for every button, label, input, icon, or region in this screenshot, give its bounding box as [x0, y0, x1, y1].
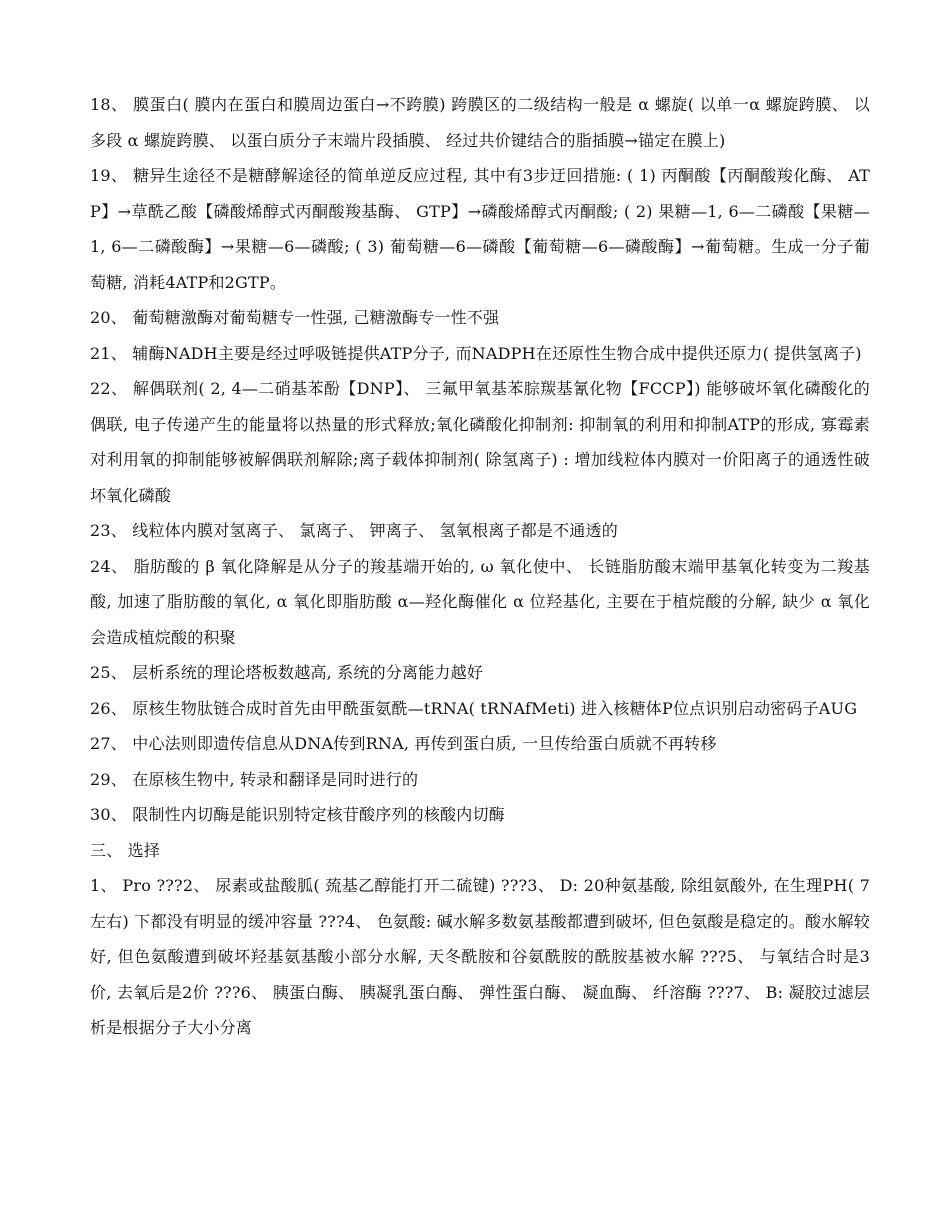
- item-27: 27、 中心法则即遗传信息从DNA传到RNA, 再传到蛋白质, 一旦传给蛋白质就不再转移: [90, 734, 717, 753]
- item-21: 21、 辅酶NADH主要是经过呼吸链提供ATP分子, 而NADPH在还原性生物合成中提供还原力( 提供氢离子): [90, 343, 862, 363]
- item-22: 22、 解偶联剂( 2, 4—二硝基苯酚【DNP】、 三氟甲氧基苯腙羰基氰化物【FCCP】) 能够破坏氧化磷酸化的偶联, 电子传递产生的能量将以热量的形式释放;氧化磷酸化抑制剂: 抑制氧的利用和抑制ATP的形成, 寡霉素对利用氧的抑制能够被解偶联剂解除;离子载体抑制剂( 除氢离子) : 增加线粒体内膜对一价阳离子的通透性破坏氧化磷酸: [90, 379, 870, 505]
- document-body: [90, 87, 870, 1046]
- item-18: 18、 膜蛋白( 膜内在蛋白和膜周边蛋白→不跨膜) 跨膜区的二级结构一般是 α 螺旋( 以单一α 螺旋跨膜、 以多段 α 螺旋跨膜、 以蛋白质分子末端片段插膜、 经过共价键结合的脂插膜→锚定在膜上): [90, 95, 870, 150]
- item-30: 30、 限制性内切酶是能识别特定核苷酸序列的核酸内切酶: [90, 805, 505, 824]
- item-24: 24、 脂肪酸的 β 氧化降解是从分子的羧基端开始的, ω 氧化使中、 长链脂肪酸末端甲基氧化转变为二羧基酸, 加速了脂肪酸的氧化, α 氧化即脂肪酸 α—羟化酶催化 α 位羟基化, 主要在于植烷酸的分解, 缺少 α 氧化会造成植烷酸的积聚: [90, 556, 870, 647]
- section-heading: 三、 选择: [90, 840, 161, 860]
- item-23: 23、 线粒体内膜对氢离子、 氯离子、 钾离子、 氢氧根离子都是不通透的: [90, 521, 618, 540]
- item-25: 25、 层析系统的理论塔板数越高, 系统的分离能力越好: [90, 663, 484, 682]
- choice-answers: 1、 Pro ???2、 尿素或盐酸胍( 巯基乙醇能打开二硫键) ???3、 D: 20种氨基酸, 除组氨酸外, 在生理PH( 7左右) 下都没有明显的缓冲容量 ???4、 色氨酸: 碱水解多数氨基酸都遭到破坏, 但色氨酸是稳定的。酸水解较好, 但色氨酸遭到破坏羟基氨基酸小部分水解, 天冬酰胺和谷氨酰胺的酰胺基被水解 ???5、 与氧结合时是3价, 去氧后是2价 ???6、 胰蛋白酶、 胰凝乳蛋白酶、 弹性蛋白酶、 凝血酶、 纤溶酶 ???7、 B: 凝胶过滤层析是根据分子大小分离: [90, 876, 870, 1037]
- item-19: 19、 糖异生途径不是糖酵解途径的简单逆反应过程, 其中有3步迂回措施: ( 1) 丙酮酸【丙酮酸羧化酶、 ATP】→草酰乙酸【磷酸烯醇式丙酮酸羧基酶、 GTP】→磷酸烯醇式丙酮酸; ( 2) 果糖—1, 6—二磷酸【果糖—1, 6—二磷酸酶】→果糖—6—磷酸; ( 3) 葡萄糖—6—磷酸【葡萄糖—6—磷酸酶】→葡萄糖。生成一分子葡萄糖, 消耗4ATP和2GTP。: [90, 166, 870, 292]
- item-29: 29、 在原核生物中, 转录和翻译是同时进行的: [90, 769, 419, 789]
- item-26: 26、 原核生物肽链合成时首先由甲酰蛋氨酰—tRNA( tRNAfMeti) 进入核糖体P位点识别启动密码子AUG: [90, 698, 858, 718]
- item-20: 20、 葡萄糖激酶对葡萄糖专一性强, 己糖激酶专一性不强: [90, 308, 500, 327]
